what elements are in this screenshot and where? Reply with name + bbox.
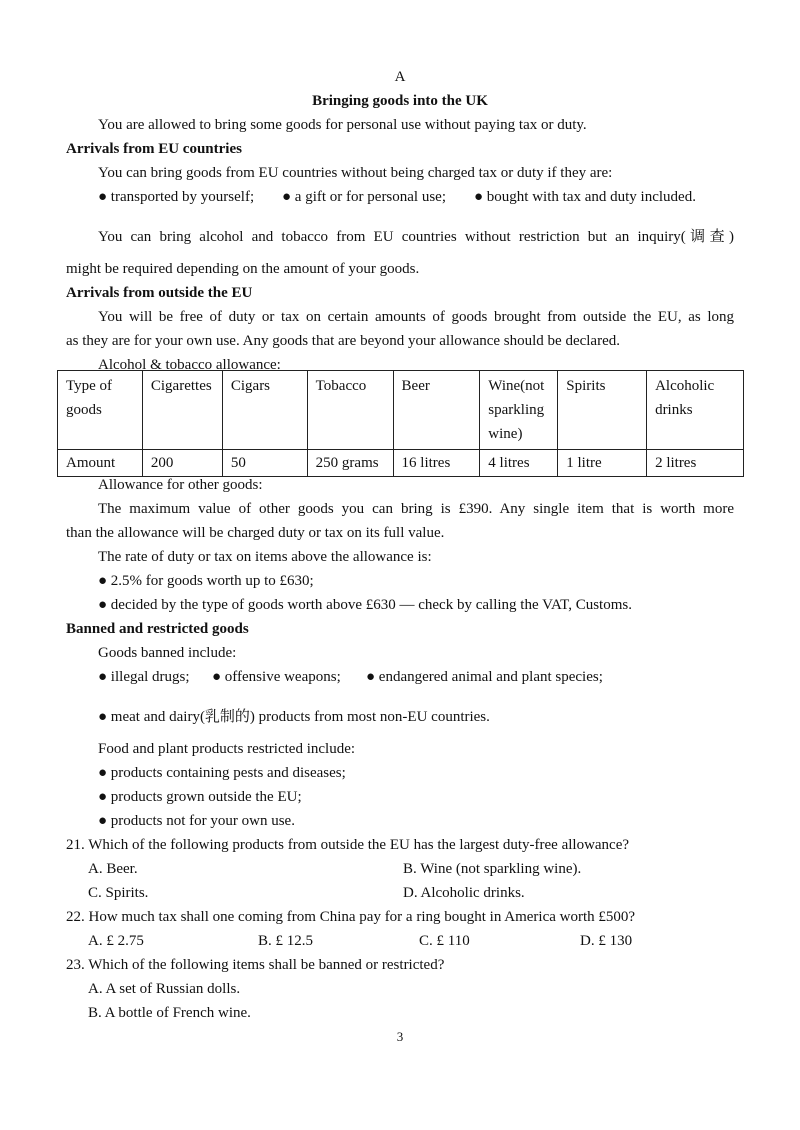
banned-item-meat: ● meat and dairy(乳制的) products from most non-EU countries. — [98, 709, 490, 725]
table-row-label: Amount — [58, 450, 143, 477]
banned-item-1: ● illegal drugs; — [98, 669, 190, 685]
table-header-cell: Cigarettes — [142, 371, 222, 450]
question-23: 23. Which of the following items shall be banned or restricted? — [66, 957, 445, 973]
page-number: 3 — [396, 1029, 404, 1044]
eu-alcohol-line-2: might be required depending on the amount of your goods. — [66, 261, 420, 277]
header-label-type: Type — [66, 378, 96, 394]
q21-option-d[interactable]: D. Alcoholic drinks. — [403, 885, 525, 901]
question-21: 21. Which of the following products from outside the EU has the largest duty-free allowance? — [66, 837, 630, 853]
table-header-cell: Cigars — [222, 371, 307, 450]
table-cell: 200 — [142, 450, 222, 477]
table-header-cell: Wine(not sparkling wine) — [480, 371, 558, 450]
header-label-of: of — [99, 378, 113, 394]
q22-option-d[interactable]: D. £ 130 — [580, 933, 633, 949]
table-cell: 250 grams — [307, 450, 393, 477]
q22-option-a[interactable]: A. £ 2.75 — [88, 933, 144, 949]
non-eu-heading: Arrivals from outside the EU — [66, 285, 253, 301]
restricted-intro: Food and plant products restricted include: — [98, 741, 356, 757]
eu-alcohol-line-1: You can bring alcohol and tobacco from EU countries without restriction but an inquiry(调查) — [98, 229, 734, 245]
table-header-label — [58, 371, 143, 450]
q23-option-a[interactable]: A. A set of Russian dolls. — [88, 981, 241, 997]
table-header-row — [58, 371, 744, 450]
allowance-table — [57, 370, 744, 477]
q21-option-b[interactable]: B. Wine (not sparkling wine). — [403, 861, 582, 877]
restricted-item-3: ● products not for your own use. — [98, 813, 295, 829]
table-header-cell: Tobacco — [307, 371, 393, 450]
eu-bullet-3: ● bought with tax and duty included. — [474, 189, 696, 205]
table-cell: 16 litres — [393, 450, 480, 477]
rate-bullet-1: ● 2.5% for goods worth up to £630; — [98, 573, 314, 589]
q21-option-a[interactable]: A. Beer. — [88, 861, 138, 877]
non-eu-line-1: You will be free of duty or tax on certain amounts of goods brought from outside the EU, as long — [98, 309, 734, 325]
eu-text: You can bring goods from EU countries without being charged tax or duty if they are: — [98, 165, 613, 181]
banned-intro: Goods banned include: — [98, 645, 237, 661]
table-header-cell: Alcoholic drinks — [647, 371, 744, 450]
eu-heading: Arrivals from EU countries — [66, 141, 242, 157]
table-cell: 2 litres — [647, 450, 744, 477]
restricted-item-1: ● products containing pests and diseases; — [98, 765, 346, 781]
banned-item-2: ● offensive weapons; — [212, 669, 341, 685]
other-line-2: than the allowance will be charged duty or tax on its full value. — [66, 525, 445, 541]
q22-option-b[interactable]: B. £ 12.5 — [258, 933, 314, 949]
q22-option-c[interactable]: C. £ 110 — [419, 933, 470, 949]
table-cell: 50 — [222, 450, 307, 477]
eu-bullet-1: ● transported by yourself; — [98, 189, 255, 205]
intro-text: You are allowed to bring some goods for personal use without paying tax or duty. — [98, 117, 587, 133]
eu-bullet-2: ● a gift or for personal use; — [282, 189, 447, 205]
q21-option-c[interactable]: C. Spirits. — [88, 885, 149, 901]
section-letter: A — [394, 69, 406, 85]
rate-bullet-2: ● decided by the type of goods worth above £630 — check by calling the VAT, Customs. — [98, 597, 632, 613]
header-label-goods: goods — [66, 402, 102, 418]
banned-item-3: ● endangered animal and plant species; — [366, 669, 603, 685]
other-line-1: The maximum value of other goods you can bring is £390. Any single item that is worth more — [98, 501, 734, 517]
table-cell: 4 litres — [480, 450, 558, 477]
table-caption: Alcohol & tobacco allowance: — [98, 357, 281, 373]
table-cell: 1 litre — [558, 450, 647, 477]
table-header-cell: Spirits — [558, 371, 647, 450]
rate-intro: The rate of duty or tax on items above the allowance is: — [98, 549, 432, 565]
table-header-cell: Beer — [393, 371, 480, 450]
non-eu-line-2: as they are for your own use. Any goods that are beyond your allowance should be declared. — [66, 333, 620, 349]
restricted-item-2: ● products grown outside the EU; — [98, 789, 302, 805]
q23-option-b[interactable]: B. A bottle of French wine. — [88, 1005, 251, 1021]
other-caption: Allowance for other goods: — [98, 477, 263, 493]
question-22: 22. How much tax shall one coming from China pay for a ring bought in America worth £500? — [66, 909, 636, 925]
page-title: Bringing goods into the UK — [312, 93, 488, 109]
banned-heading: Banned and restricted goods — [66, 621, 249, 637]
table-row — [58, 450, 744, 477]
